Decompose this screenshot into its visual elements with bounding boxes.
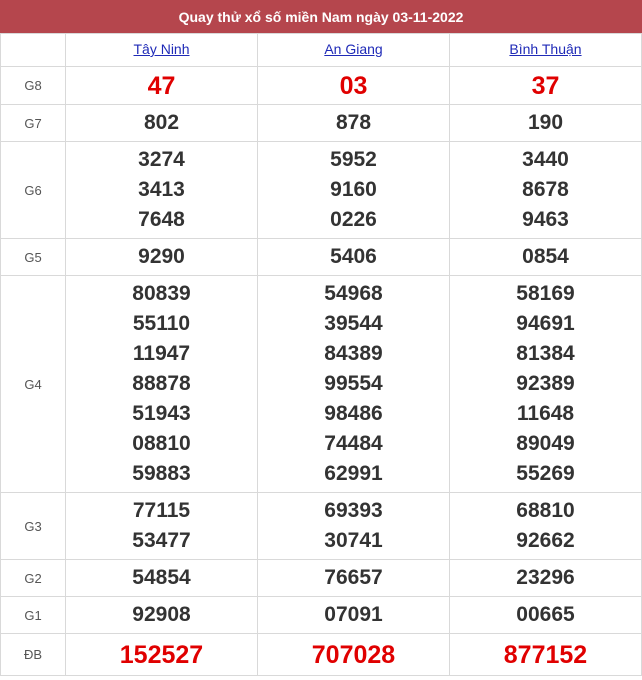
prize-number: 5952 bbox=[330, 148, 377, 171]
prize-number: 5406 bbox=[330, 245, 377, 268]
prize-cell bbox=[66, 239, 258, 276]
prize-number: 55110 bbox=[132, 312, 191, 335]
prize-row-special bbox=[1, 634, 642, 676]
prize-row-g3 bbox=[1, 493, 642, 560]
prize-number: 3274 bbox=[138, 148, 185, 171]
prize-number: 59883 bbox=[132, 462, 191, 485]
prize-label: G1 bbox=[1, 597, 66, 634]
prize-number: 9463 bbox=[522, 208, 569, 231]
prize-cell bbox=[258, 276, 450, 493]
prize-number: 58169 bbox=[516, 282, 575, 305]
prize-number: 92389 bbox=[516, 372, 575, 395]
prize-label: G8 bbox=[1, 67, 66, 105]
prize-cell bbox=[66, 142, 258, 239]
prize-cell bbox=[450, 105, 642, 142]
prize-number: 98486 bbox=[324, 402, 383, 425]
prize-number: 03 bbox=[339, 71, 368, 100]
prize-number: 88878 bbox=[132, 372, 191, 395]
prize-cell bbox=[258, 597, 450, 634]
province-header bbox=[66, 34, 258, 67]
prize-number: 94691 bbox=[516, 312, 575, 335]
prize-cell bbox=[66, 560, 258, 597]
prize-number: 3440 bbox=[522, 148, 569, 171]
prize-row-g7 bbox=[1, 105, 642, 142]
prize-label: G3 bbox=[1, 493, 66, 560]
province-link-an-giang[interactable]: An Giang bbox=[324, 41, 383, 57]
prize-number: 51943 bbox=[132, 402, 191, 425]
prize-row-g6 bbox=[1, 142, 642, 239]
prize-label: ĐB bbox=[1, 634, 66, 676]
prize-number: 11947 bbox=[132, 342, 191, 365]
prize-cell bbox=[258, 560, 450, 597]
special-prize-number: 707028 bbox=[311, 640, 396, 669]
prize-cell bbox=[450, 67, 642, 105]
prize-label: G2 bbox=[1, 560, 66, 597]
prize-label: G6 bbox=[1, 142, 66, 239]
prize-number: 55269 bbox=[516, 462, 575, 485]
prize-number: 08810 bbox=[132, 432, 191, 455]
prize-cell bbox=[66, 597, 258, 634]
prize-row-g4 bbox=[1, 276, 642, 493]
prize-number: 00665 bbox=[516, 603, 575, 626]
results-table bbox=[0, 33, 642, 676]
prize-number: 30741 bbox=[324, 529, 383, 552]
prize-number: 9160 bbox=[330, 178, 377, 201]
prize-number: 802 bbox=[143, 111, 180, 134]
province-link-tay-ninh[interactable]: Tây Ninh bbox=[133, 41, 190, 57]
prize-number: 878 bbox=[335, 111, 372, 134]
prize-number: 62991 bbox=[324, 462, 383, 485]
prize-number: 47 bbox=[147, 71, 176, 100]
special-prize-number: 152527 bbox=[119, 640, 204, 669]
prize-cell bbox=[450, 276, 642, 493]
prize-number: 0854 bbox=[522, 245, 569, 268]
prize-cell bbox=[450, 142, 642, 239]
prize-cell bbox=[258, 142, 450, 239]
prize-cell bbox=[66, 67, 258, 105]
prize-cell bbox=[450, 597, 642, 634]
prize-cell bbox=[258, 493, 450, 560]
prize-cell bbox=[258, 105, 450, 142]
prize-number: 77115 bbox=[132, 499, 191, 522]
prize-number: 99554 bbox=[324, 372, 383, 395]
prize-number: 92908 bbox=[132, 603, 191, 626]
results-title: Quay thử xổ số miền Nam ngày 03-11-2022 bbox=[0, 0, 642, 33]
prize-cell bbox=[66, 493, 258, 560]
prize-cell bbox=[258, 634, 450, 676]
prize-label: G5 bbox=[1, 239, 66, 276]
prize-number: 80839 bbox=[132, 282, 191, 305]
province-header-row bbox=[1, 34, 642, 67]
prize-number: 89049 bbox=[516, 432, 575, 455]
prize-cell bbox=[66, 105, 258, 142]
prize-number: 69393 bbox=[324, 499, 383, 522]
prize-number: 8678 bbox=[522, 178, 569, 201]
prize-cell bbox=[66, 276, 258, 493]
prize-number: 76657 bbox=[324, 566, 383, 589]
prize-cell bbox=[450, 634, 642, 676]
prize-number: 92662 bbox=[516, 529, 575, 552]
prize-number: 68810 bbox=[516, 499, 575, 522]
prize-number: 54854 bbox=[132, 566, 191, 589]
prize-cell bbox=[450, 560, 642, 597]
prize-number: 37 bbox=[531, 71, 560, 100]
prize-number: 0226 bbox=[330, 208, 377, 231]
prize-cell bbox=[66, 634, 258, 676]
prize-label: G7 bbox=[1, 105, 66, 142]
prize-number: 81384 bbox=[516, 342, 575, 365]
prize-cell bbox=[450, 239, 642, 276]
prize-row-g2 bbox=[1, 560, 642, 597]
prize-number: 7648 bbox=[138, 208, 185, 231]
prize-cell bbox=[450, 493, 642, 560]
prize-number: 9290 bbox=[138, 245, 185, 268]
corner-cell bbox=[1, 34, 66, 67]
prize-number: 190 bbox=[527, 111, 564, 134]
prize-number: 39544 bbox=[324, 312, 383, 335]
special-prize-number: 877152 bbox=[503, 640, 588, 669]
province-header bbox=[450, 34, 642, 67]
prize-number: 3413 bbox=[138, 178, 185, 201]
prize-number: 23296 bbox=[516, 566, 575, 589]
prize-cell bbox=[258, 67, 450, 105]
prize-row-g5 bbox=[1, 239, 642, 276]
province-link-binh-thuan[interactable]: Bình Thuận bbox=[509, 41, 582, 57]
prize-row-g1 bbox=[1, 597, 642, 634]
prize-number: 53477 bbox=[132, 529, 191, 552]
prize-number: 74484 bbox=[324, 432, 383, 455]
province-header bbox=[258, 34, 450, 67]
prize-number: 54968 bbox=[324, 282, 383, 305]
prize-row-g8 bbox=[1, 67, 642, 105]
prize-label: G4 bbox=[1, 276, 66, 493]
prize-number: 11648 bbox=[516, 402, 575, 425]
prize-cell bbox=[258, 239, 450, 276]
prize-number: 07091 bbox=[324, 603, 383, 626]
prize-number: 84389 bbox=[324, 342, 383, 365]
